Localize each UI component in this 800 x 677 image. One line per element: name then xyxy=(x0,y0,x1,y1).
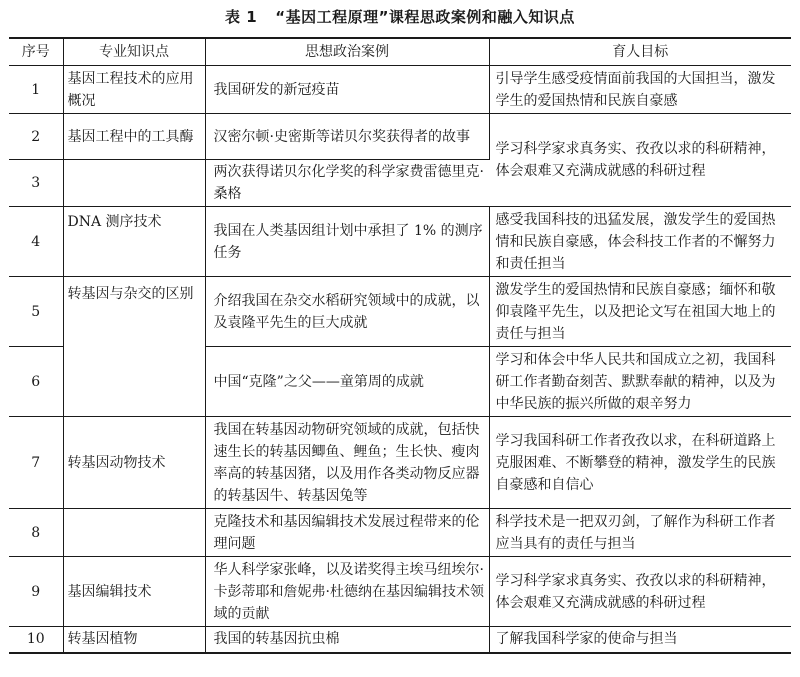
table-title: “基因工程原理”课程思政案例和融入知识点 xyxy=(275,8,575,26)
case-cell: 克隆技术和基因编辑技术发展过程带来的伦理问题 xyxy=(205,509,489,557)
row-number: 2 xyxy=(9,114,63,160)
goal-cell: 感受我国科技的迅猛发展，激发学生的爱国热情和民族自豪感，体会科技工作者的不懈努力和责任担当 xyxy=(489,207,791,277)
row-number: 8 xyxy=(9,509,63,557)
header-knowledge: 专业知识点 xyxy=(63,38,205,66)
row-number: 9 xyxy=(9,557,63,627)
goal-cell: 激发学生的爱国热情和民族自豪感；缅怀和敬仰袁隆平先生，以及把论文写在祖国大地上的责任与担当 xyxy=(489,277,791,347)
goal-cell: 学习科学家求真务实、孜孜以求的科研精神，体会艰难又充满成就感的科研过程 xyxy=(489,557,791,627)
row-number: 10 xyxy=(9,627,63,653)
case-cell: 我国的转基因抗虫棉 xyxy=(205,627,489,653)
knowledge-cell: 转基因动物技术 xyxy=(63,417,205,509)
case-cell: 我国在转基因动物研究领域的成就，包括快速生长的转基因鲫鱼、鲤鱼；生长快、瘦肉率高的转基因猪，以及用作各类动物反应器的转基因牛、转基因兔等 xyxy=(205,417,489,509)
header-case: 思想政治案例 xyxy=(205,38,489,66)
case-cell: 华人科学家张峰，以及诺奖得主埃马纽埃尔·卡彭蒂耶和詹妮弗·杜德纳在基因编辑技术领域的贡献 xyxy=(205,557,489,627)
table-row xyxy=(9,627,791,653)
knowledge-cell: DNA 测序技术 xyxy=(63,207,205,277)
knowledge-cell xyxy=(63,509,205,557)
course-table xyxy=(9,37,791,654)
knowledge-cell: 转基因与杂交的区别 xyxy=(63,277,205,417)
knowledge-cell: 基因工程中的工具酶 xyxy=(63,114,205,160)
table-number: 表 1 xyxy=(225,8,258,26)
goal-cell: 学习和体会中华人民共和国成立之初，我国科研工作者勤奋刻苦、默默奉献的精神，以及为中华民族的振兴所做的艰辛努力 xyxy=(489,347,791,417)
goal-cell: 了解我国科学家的使命与担当 xyxy=(489,627,791,653)
row-number: 1 xyxy=(9,66,63,114)
case-cell: 介绍我国在杂交水稻研究领域中的成就，以及袁隆平先生的巨大成就 xyxy=(205,277,489,347)
case-cell: 中国“克隆”之父——童第周的成就 xyxy=(205,347,489,417)
case-cell: 两次获得诺贝尔化学奖的科学家费雷德里克·桑格 xyxy=(205,160,489,207)
goal-cell: 引导学生感受疫情面前我国的大国担当，激发学生的爱国热情和民族自豪感 xyxy=(495,70,776,109)
row-number: 4 xyxy=(9,207,63,277)
case-cell: 我国在人类基因组计划中承担了 1% 的测序任务 xyxy=(205,207,489,277)
header-goal: 育人目标 xyxy=(489,38,791,66)
table-row xyxy=(9,557,791,627)
table-row xyxy=(9,417,791,509)
row-number: 3 xyxy=(9,160,63,207)
goal-cell: 学习科学家求真务实、孜孜以求的科研精神，体会艰难又充满成就感的科研过程 xyxy=(489,114,791,207)
table-row xyxy=(9,66,791,114)
row-number: 6 xyxy=(9,347,63,417)
knowledge-cell xyxy=(63,160,205,207)
row-number: 7 xyxy=(9,417,63,509)
knowledge-cell: 基因编辑技术 xyxy=(63,557,205,627)
case-cell: 汉密尔顿·史密斯等诺贝尔奖获得者的故事 xyxy=(205,114,489,160)
header-row xyxy=(9,38,791,66)
knowledge-cell: 基因工程技术的应用概况 xyxy=(63,66,205,114)
table-row xyxy=(9,207,791,277)
table-row xyxy=(9,277,791,347)
table-caption xyxy=(0,6,800,27)
table-row xyxy=(9,509,791,557)
goal-cell: 学习我国科研工作者孜孜以求，在科研道路上克服困难、不断攀登的精神，激发学生的民族自豪感和自信心 xyxy=(489,417,791,509)
knowledge-cell: 转基因植物 xyxy=(63,627,205,653)
table-row xyxy=(9,114,791,160)
header-no: 序号 xyxy=(9,38,63,66)
goal-cell: 科学技术是一把双刃剑，了解作为科研工作者应当具有的责任与担当 xyxy=(489,509,791,557)
row-number: 5 xyxy=(9,277,63,347)
case-cell: 我国研发的新冠疫苗 xyxy=(205,66,489,114)
